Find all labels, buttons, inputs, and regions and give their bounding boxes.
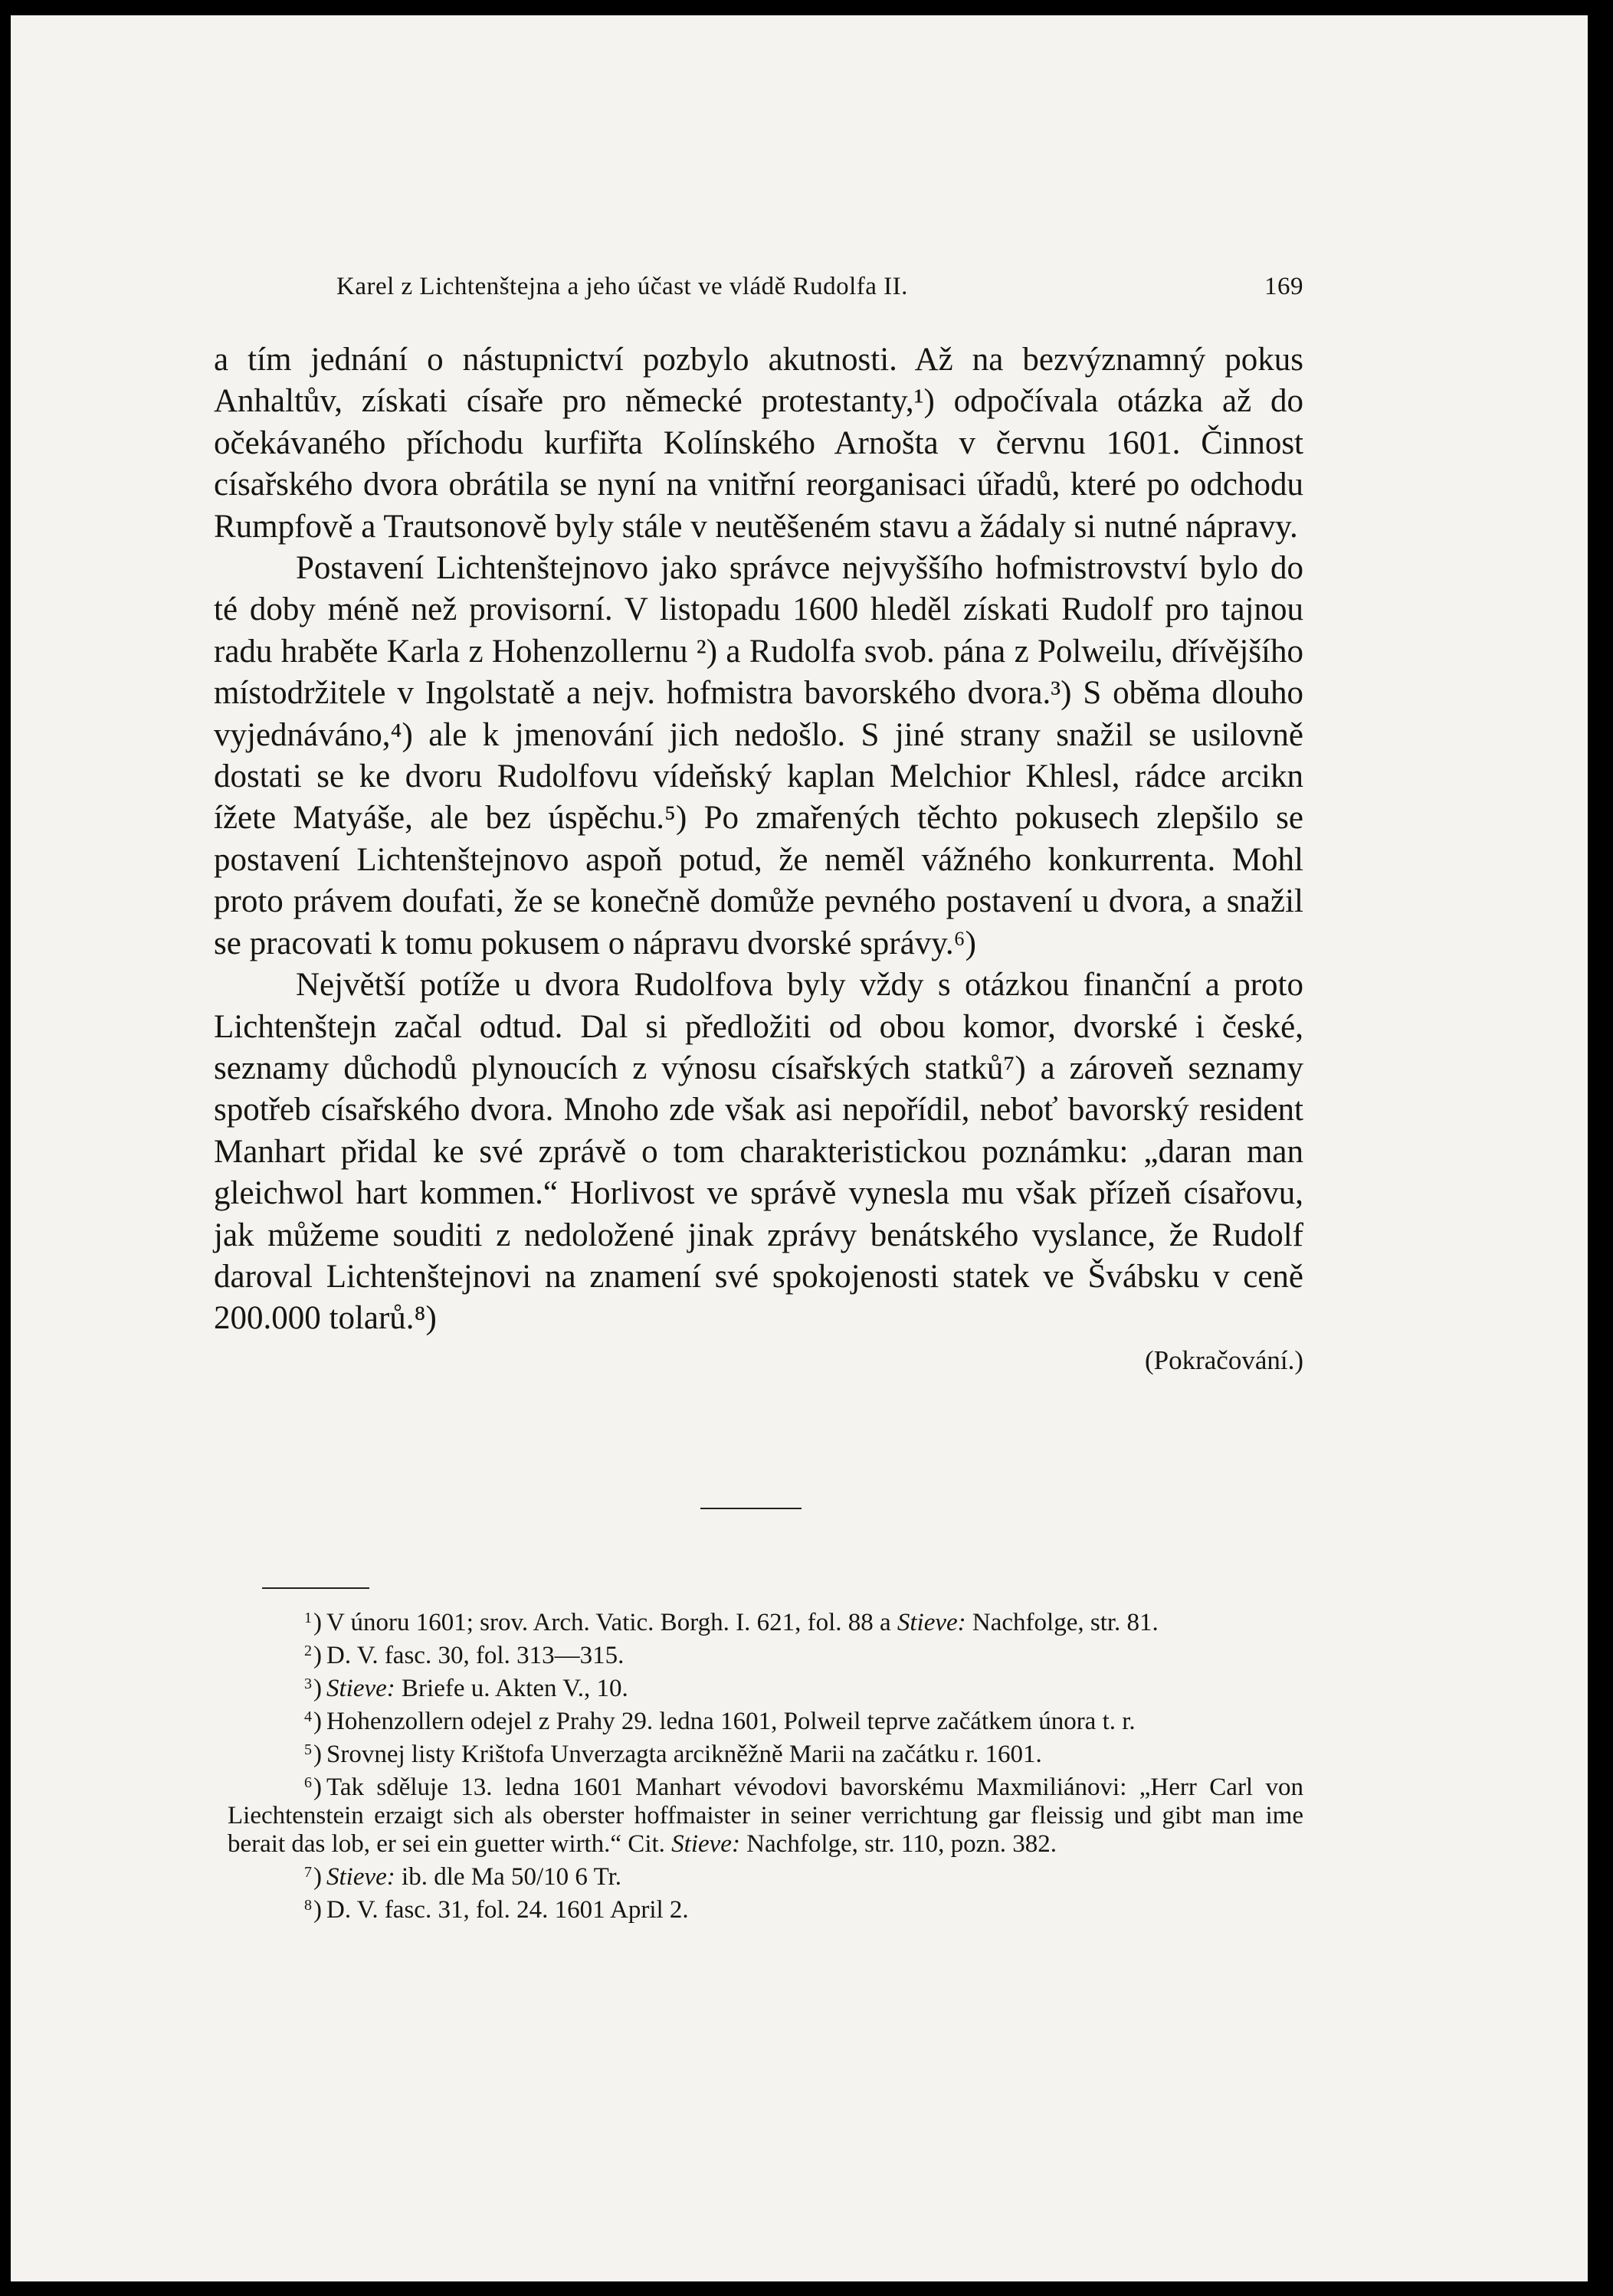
- footnote-marker: $^6$): [304, 1774, 322, 1801]
- footnote-number: 4: [304, 1708, 312, 1725]
- footnote-text: Nachfolge, str. 81.: [966, 1609, 1159, 1636]
- footnote-number: 6: [304, 1774, 312, 1791]
- footnotes: [228, 1604, 1303, 1924]
- footnote-number: 3: [304, 1675, 312, 1692]
- footnote-number: 1: [304, 1610, 312, 1626]
- footnote-marker: $^3$): [304, 1675, 322, 1702]
- footnote-number: 2: [304, 1643, 312, 1659]
- footnote-text: V únoru 1601; srov. Arch. Vatic. Borgh. I. 621, fol. 88 a: [326, 1609, 897, 1636]
- footnote-text: Nachfolge, str. 110, pozn. 382.: [739, 1830, 1057, 1858]
- footnote-marker: $^5$): [304, 1741, 322, 1768]
- cited-author: Stieve:: [326, 1675, 395, 1702]
- footnote-text: D. V. fasc. 30, fol. 313—315.: [326, 1642, 625, 1669]
- page-number: 169: [1264, 273, 1303, 300]
- footnote-text: Hohenzollern odejel z Prahy 29. ledna 1601, Polweil teprve začátkem února t. r.: [326, 1708, 1136, 1735]
- footnote-text: Srovnej listy Krištofa Unverzagta arcikněžně Marii na začátku r. 1601.: [326, 1741, 1042, 1768]
- footnote: [228, 1769, 1303, 1859]
- footnote: [228, 1670, 1303, 1703]
- footnote-rule: [262, 1587, 369, 1589]
- paragraph-3: Největší potíže u dvora Rudolfova byly vždy s otázkou finanční a proto Lichtenštejn začal odtud. Dal si předložiti od obou komor, dvorské i české, seznamy důchodů plynoucích z výnosu císařských statků⁷) a zároveň seznamy spotřeb císařského dvora. Mnoho zde však asi nepořídil, neboť bavorský resident Manhart přidal ke své zprávě o tom charakteristickou poznámku: „daran man gleichwol hart kommen.“ Horlivost ve správě vynesla mu však přízeň císařovu, jak můžeme souditi z nedoložené jinak zprávy benátského vyslance, že Rudolf daroval Lichtenštejnovi na znamení své spokojenosti statek ve Švábsku v ceně 200.000 tolarů.⁸): [214, 967, 1303, 1337]
- footnote: [228, 1703, 1303, 1736]
- footnote: [228, 1604, 1303, 1637]
- footnote-marker: $^8$): [304, 1896, 322, 1924]
- cited-author: Stieve:: [326, 1863, 395, 1891]
- footnote-marker: $^2$): [304, 1642, 322, 1669]
- cited-author: Stieve:: [671, 1830, 740, 1858]
- footnote: [228, 1859, 1303, 1891]
- footnote: [228, 1736, 1303, 1769]
- paragraph-2: Postavení Lichtenštejnovo jako správce nejvyššího hofmistrovství bylo do té doby méně než provisorní. V listopadu 1600 hleděl získati Rudolf pro tajnou radu hraběte Karla z Hohenzollernu ²) a Rudolfa svob. pána z Polweilu, dřívějšího místodržitele v Ingolstatě a nejv. hofmistra bavorského dvora.³) S oběma dlouho vyjednáváno,⁴) ale k jmenování jich nedošlo. S jiné strany snažil se usilovně dostati se ke dvoru Rudolfovu vídeňský kaplan Melchior Khlesl, rádce arcikn ížete Matyáše, ale bez úspěchu.⁵) Po zmařených těchto pokusech zlepšilo se postavení Lichtenštejnovo aspoň potud, že neměl vážného konkurrenta. Mohl proto právem doufati, že se konečně domůže pevného postavení u dvora, a snažil se pracovati k tomu pokusem o nápravu dvorské správy.⁶): [214, 550, 1303, 961]
- section-divider: [700, 1508, 802, 1509]
- paragraph-1: a tím jednání o nástupnictví pozbylo akutnosti. Až na bezvýznamný pokus Anhaltův, získati císaře pro německé protestanty,¹) odpočívala otázka až do očekávaného příchodu kurfiřta Kolínského Arnošta v červnu 1601. Činnost císařského dvora obrátila se nyní na vnitřní reorganisaci úřadů, které po odchodu Rumpfově a Trautsonově byly stále v neutěšeném stavu a žádaly si nutné nápravy.: [214, 342, 1303, 545]
- running-title: Karel z Lichtenštejna a jeho účast ve vládě Rudolfa II.: [336, 273, 908, 300]
- footnote-text: D. V. fasc. 31, fol. 24. 1601 April 2.: [326, 1896, 689, 1924]
- cited-author: Stieve:: [897, 1609, 966, 1636]
- footnote-marker: $^1$): [304, 1609, 322, 1636]
- footnote-marker: $^7$): [304, 1863, 322, 1891]
- running-header: [336, 273, 1303, 311]
- footnote-text: Tak sděluje 13. ledna 1601 Manhart vévodovi bavorskému Maxmiliánovi: „Herr Carl von Liechtenstein erzaigt sich als oberster hoffmaister in seiner verrichtung gar fleissig und gibt man ime berait das lob, er sei ein guetter wirth.“ Cit.: [228, 1774, 1303, 1858]
- continued-note: (Pokračování.): [1144, 1345, 1303, 1375]
- footnote: [228, 1637, 1303, 1670]
- footnote: [228, 1891, 1303, 1924]
- footnote-number: 8: [304, 1897, 312, 1914]
- book-page: [11, 15, 1588, 2281]
- footnote-text: Briefe u. Akten V., 10.: [395, 1675, 628, 1702]
- footnote-marker: $^4$): [304, 1708, 322, 1735]
- body-text: [214, 339, 1303, 1380]
- footnote-number: 5: [304, 1741, 312, 1758]
- footnote-text: ib. dle Ma 50/10 6 Tr.: [395, 1863, 621, 1891]
- footnote-number: 7: [304, 1864, 312, 1881]
